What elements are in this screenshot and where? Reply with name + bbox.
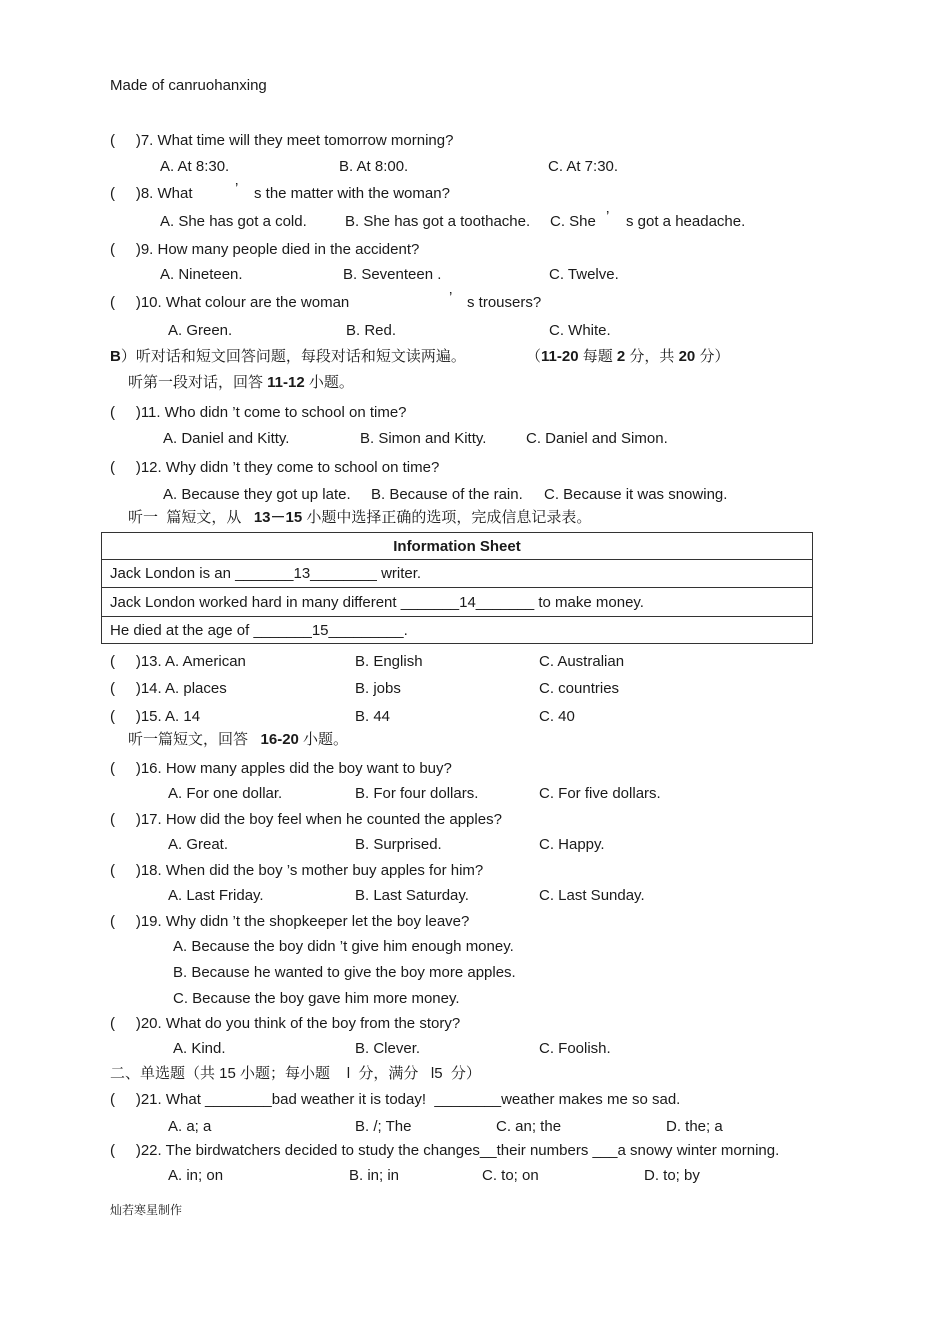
part-1-suffix: 小题。 [304, 374, 354, 391]
q18-option-c: C. Last Sunday. [539, 887, 645, 904]
q16-option-b: B. For four dollars. [355, 785, 479, 802]
q20-option-a: A. Kind. [173, 1040, 226, 1057]
q15-option-c: C. 40 [539, 708, 575, 725]
q21-option-d: D. the; a [666, 1118, 723, 1135]
q10-option-c: C. White. [549, 322, 611, 339]
part-3-range: 16-20 [260, 731, 299, 748]
q20-option-b: B. Clever. [355, 1040, 421, 1057]
part-3-suffix: 小题。 [298, 731, 349, 748]
q11-option-c: C. Daniel and Simon. [526, 430, 668, 447]
page-footer: 灿若寒星制作 [110, 1203, 183, 1217]
question-19: ( )19. Why didn ’t the shopkeeper let the boy leave? [110, 913, 470, 930]
q7-option-a: A. At 8:30. [160, 158, 230, 175]
q11-option-b: B. Simon and Kitty. [360, 430, 487, 447]
q22-option-c: C. to; on [482, 1167, 539, 1184]
q7-option-b: B. At 8:00. [339, 158, 409, 175]
q9-option-c: C. Twelve. [549, 266, 619, 283]
question-7: ( )7. What time will they meet tomorrow morning? [110, 132, 454, 149]
part-1-text: 听第一段对话，回答 [128, 374, 268, 391]
q20-option-c: C. Foolish. [539, 1040, 611, 1057]
q16-option-a: A. For one dollar. [168, 785, 283, 802]
question-20: ( )20. What do you think of the boy from the story? [110, 1015, 461, 1032]
q18-option-b: B. Last Saturday. [355, 887, 469, 904]
question-8-part-1: ( )8. What [110, 185, 193, 202]
section-b-score [526, 348, 729, 366]
question-11: ( )11. Who didn ’t come to school on time? [110, 404, 407, 421]
question-15: ( )15. A. 14 [110, 708, 201, 725]
q12-option-a: A. Because they got up late. [163, 486, 351, 503]
q8-option-c-part-2: s got a headache. [626, 213, 746, 230]
q14-option-c: C. countries [539, 680, 620, 697]
information-sheet-title: Information Sheet [102, 533, 813, 560]
q15-option-b: B. 44 [355, 708, 391, 725]
part-2-suffix: 小题中选择正确的选项，完成信息记录表。 [302, 509, 592, 526]
q22-option-d: D. to; by [644, 1167, 700, 1184]
section-2-heading: 二、单选题（共 15 小题；每小题 l 分，满分 l5 分） [110, 1065, 481, 1082]
score-total-label: 分，共 [625, 348, 679, 365]
q21-option-b: B. /; The [355, 1118, 412, 1135]
q8-option-c-part-1: C. She [550, 213, 596, 230]
q10-option-a: A. Green. [168, 322, 233, 339]
question-18: ( )18. When did the boy ’s mother buy apples for him? [110, 862, 484, 879]
q9-option-a: A. Nineteen. [160, 266, 243, 283]
information-sheet-table [101, 532, 813, 644]
section-b-heading [110, 348, 466, 366]
part-2-range: 13－15 [253, 509, 303, 526]
q14-option-b: B. jobs [355, 680, 401, 697]
q19-option-c: C. Because the boy gave him more money. [173, 990, 460, 1007]
q13-option-b: B. English [355, 653, 423, 670]
q8-option-a: A. She has got a cold. [160, 213, 307, 230]
q13-option-c: C. Australian [539, 653, 625, 670]
q10-option-b: B. Red. [346, 322, 397, 339]
part-2-instruction [128, 509, 591, 527]
score-each: 每题 [578, 348, 617, 365]
q12-option-c: C. Because it was snowing. [544, 486, 728, 503]
information-sheet-row: Jack London is an _______13________ writer. [102, 560, 813, 588]
q8-option-c-apostrophe: ’ [606, 208, 610, 225]
page-header: Made of canruohanxing [110, 77, 267, 94]
q21-option-a: A. a; a [168, 1118, 212, 1135]
q16-option-c: C. For five dollars. [539, 785, 661, 802]
score-points: 2 [616, 348, 626, 365]
information-sheet-row: He died at the age of _______15_________. [102, 617, 813, 644]
score-range: 11-20 [541, 348, 579, 365]
question-10-part-1: ( )10. What colour are the woman [110, 294, 350, 311]
question-22: ( )22. The birdwatchers decided to study the changes__their numbers ___a snowy winter morning. [110, 1142, 780, 1159]
q9-option-b: B. Seventeen . [343, 266, 442, 283]
score-open: （ [526, 348, 542, 365]
q8-option-b: B. She has got a toothache. [345, 213, 531, 230]
part-3-instruction [128, 731, 348, 749]
q18-option-a: A. Last Friday. [168, 887, 264, 904]
part-1-instruction [128, 374, 354, 392]
information-sheet-row: Jack London worked hard in many different _______14_______ to make money. [102, 588, 813, 617]
score-total: 20 [678, 348, 696, 365]
part-1-range: 11-12 [267, 374, 305, 391]
question-8-apostrophe: ’ [235, 180, 239, 197]
q21-option-c: C. an; the [496, 1118, 562, 1135]
question-10-apostrophe: ’ [449, 289, 453, 306]
q12-option-b: B. Because of the rain. [371, 486, 523, 503]
score-close: 分） [695, 348, 730, 365]
q17-option-c: C. Happy. [539, 836, 605, 853]
part-3-text: 听一篇短文，回答 [128, 731, 261, 748]
q17-option-a: A. Great. [168, 836, 229, 853]
q7-option-c: C. At 7:30. [548, 158, 619, 175]
section-b-prefix: B [110, 348, 121, 365]
question-16: ( )16. How many apples did the boy want to buy? [110, 760, 452, 777]
q11-option-a: A. Daniel and Kitty. [163, 430, 290, 447]
question-21: ( )21. What ________bad weather it is today! ________weather makes me so sad. [110, 1091, 681, 1108]
q19-option-b: B. Because he wanted to give the boy more apples. [173, 964, 516, 981]
part-2-text: 听一 篇短文，从 [128, 509, 254, 526]
question-17: ( )17. How did the boy feel when he counted the apples? [110, 811, 502, 828]
question-13: ( )13. A. American [110, 653, 246, 670]
question-9: ( )9. How many people died in the accident? [110, 241, 420, 258]
q22-option-b: B. in; in [349, 1167, 400, 1184]
q17-option-b: B. Surprised. [355, 836, 442, 853]
question-10-part-2: s trousers? [467, 294, 542, 311]
question-12: ( )12. Why didn ’t they come to school on time? [110, 459, 440, 476]
q22-option-a: A. in; on [168, 1167, 224, 1184]
q19-option-a: A. Because the boy didn ’t give him enough money. [173, 938, 514, 955]
section-b-instructions: ）听对话和短文回答问题，每段对话和短文读两遍。 [120, 348, 466, 365]
question-14: ( )14. A. places [110, 680, 227, 697]
question-8-part-2: s the matter with the woman? [254, 185, 450, 202]
